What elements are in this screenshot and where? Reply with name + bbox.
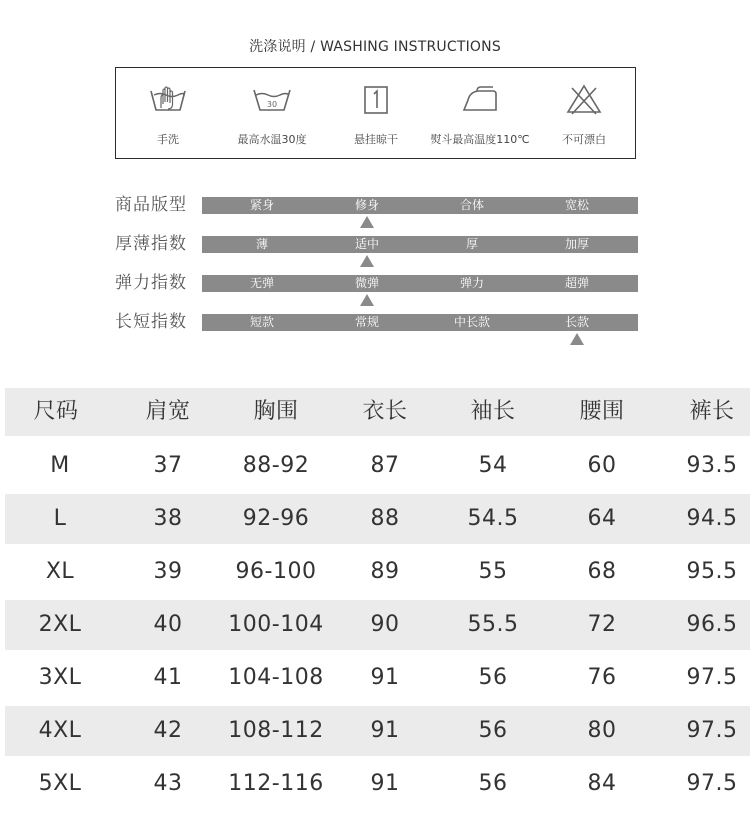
table-cell: 84 — [587, 771, 617, 796]
wash-label-hand-wash: 手洗 — [157, 133, 179, 146]
table-cell: 41 — [153, 665, 183, 690]
wash-item-no-bleach — [532, 68, 636, 160]
wash-label-max-30: 最高水温30度 — [237, 133, 307, 146]
attribute-length — [0, 312, 750, 350]
attribute-bar — [202, 197, 638, 214]
table-cell: 55 — [478, 559, 508, 584]
table-cell: 87 — [370, 453, 400, 478]
table-cell: 64 — [587, 506, 617, 531]
table-cell: 55.5 — [467, 612, 519, 637]
attribute-option: 薄 — [255, 237, 268, 251]
attribute-option: 中长款 — [453, 315, 490, 329]
table-cell: 112-116 — [228, 771, 324, 796]
table-cell: 80 — [587, 718, 617, 743]
attribute-option: 短款 — [249, 315, 274, 329]
attribute-option: 常规 — [354, 315, 379, 329]
washing-title: 洗涤说明 / WASHING INSTRUCTIONS — [249, 39, 501, 55]
attribute-thickness — [0, 234, 750, 272]
wash-label-iron: 熨斗最高温度110℃ — [430, 133, 530, 146]
attribute-label: 商品版型 — [115, 195, 187, 215]
table-cell: 76 — [587, 665, 617, 690]
table-cell: 56 — [478, 771, 508, 796]
attribute-option: 合体 — [459, 198, 484, 212]
table-cell: 68 — [587, 559, 617, 584]
attribute-option: 长款 — [564, 315, 589, 329]
table-cell: 108-112 — [228, 718, 324, 743]
wash-item-line-dry — [324, 68, 428, 160]
table-cell: M — [50, 453, 70, 478]
max-30-wash-icon — [252, 82, 292, 118]
table-cell: 89 — [370, 559, 400, 584]
table-cell: 72 — [587, 612, 617, 637]
attribute-option: 紧身 — [249, 198, 274, 212]
table-header-cell: 袖长 — [470, 399, 516, 424]
table-cell: 104-108 — [228, 665, 324, 690]
table-cell: 93.5 — [686, 453, 738, 478]
wash-label-line-dry: 悬挂晾干 — [354, 133, 398, 146]
attribute-option: 超弹 — [564, 276, 589, 290]
table-cell: 37 — [153, 453, 183, 478]
table-cell: 97.5 — [686, 718, 738, 743]
table-cell: 92-96 — [242, 506, 310, 531]
attribute-label: 弹力指数 — [115, 273, 187, 293]
table-cell: 4XL — [38, 718, 82, 743]
no-bleach-icon — [564, 82, 604, 118]
selection-marker — [360, 255, 374, 267]
size-table — [5, 388, 750, 812]
wash-temp-text: 30 — [266, 100, 278, 109]
table-cell: 2XL — [38, 612, 82, 637]
attribute-label: 厚薄指数 — [115, 234, 187, 254]
table-cell: 39 — [153, 559, 183, 584]
table-header-row — [5, 388, 750, 436]
table-cell: 88-92 — [242, 453, 310, 478]
attribute-option: 无弹 — [249, 276, 274, 290]
table-cell: 100-104 — [228, 612, 324, 637]
selection-marker — [360, 216, 374, 228]
table-row — [5, 706, 750, 756]
line-dry-icon — [356, 82, 396, 118]
table-cell: L — [53, 506, 67, 531]
table-cell: 95.5 — [686, 559, 738, 584]
table-row — [5, 653, 750, 703]
table-cell: 96-100 — [235, 559, 317, 584]
table-cell: 56 — [478, 665, 508, 690]
table-cell: 94.5 — [686, 506, 738, 531]
table-header-cell: 腰围 — [579, 399, 625, 424]
attribute-fit — [0, 195, 750, 233]
table-row — [5, 441, 750, 491]
table-cell: 97.5 — [686, 665, 738, 690]
washing-instructions-box — [115, 67, 636, 159]
wash-item-hand-wash — [116, 68, 220, 160]
table-cell: 91 — [370, 665, 400, 690]
attribute-option: 宽松 — [564, 198, 589, 212]
wash-item-max-30 — [220, 68, 324, 160]
table-cell: 43 — [153, 771, 183, 796]
table-row — [5, 547, 750, 597]
table-cell: 90 — [370, 612, 400, 637]
attribute-bar — [202, 236, 638, 253]
table-row — [5, 759, 750, 809]
hand-wash-icon — [148, 82, 188, 118]
table-row — [5, 600, 750, 650]
attribute-option: 修身 — [354, 198, 379, 212]
table-cell: 3XL — [38, 665, 82, 690]
table-cell: 42 — [153, 718, 183, 743]
table-cell: XL — [45, 559, 75, 584]
table-cell: 56 — [478, 718, 508, 743]
table-cell: 54.5 — [467, 506, 519, 531]
selection-marker — [570, 333, 584, 345]
table-header-cell: 尺码 — [33, 399, 79, 424]
wash-item-iron — [428, 68, 532, 160]
attribute-bar — [202, 314, 638, 331]
table-cell: 91 — [370, 771, 400, 796]
attribute-bar — [202, 275, 638, 292]
attribute-elasticity — [0, 273, 750, 311]
iron-icon — [460, 82, 500, 118]
table-row — [5, 494, 750, 544]
attribute-option: 弹力 — [459, 276, 484, 290]
table-cell: 91 — [370, 718, 400, 743]
table-cell: 38 — [153, 506, 183, 531]
attribute-option: 微弹 — [354, 276, 379, 290]
wash-label-no-bleach: 不可漂白 — [562, 133, 606, 146]
attribute-label: 长短指数 — [115, 312, 187, 332]
table-cell: 88 — [370, 506, 400, 531]
attribute-option: 加厚 — [564, 237, 589, 251]
table-header-cell: 衣长 — [362, 399, 408, 424]
selection-marker — [360, 294, 374, 306]
table-cell: 40 — [153, 612, 183, 637]
table-cell: 97.5 — [686, 771, 738, 796]
table-cell: 60 — [587, 453, 617, 478]
table-cell: 54 — [478, 453, 508, 478]
table-header-cell: 胸围 — [253, 399, 299, 424]
table-cell: 96.5 — [686, 612, 738, 637]
table-header-cell: 肩宽 — [145, 399, 191, 424]
attribute-option: 厚 — [465, 237, 478, 251]
attribute-option: 适中 — [354, 237, 379, 251]
table-cell: 5XL — [38, 771, 82, 796]
table-header-cell: 裤长 — [689, 399, 735, 424]
